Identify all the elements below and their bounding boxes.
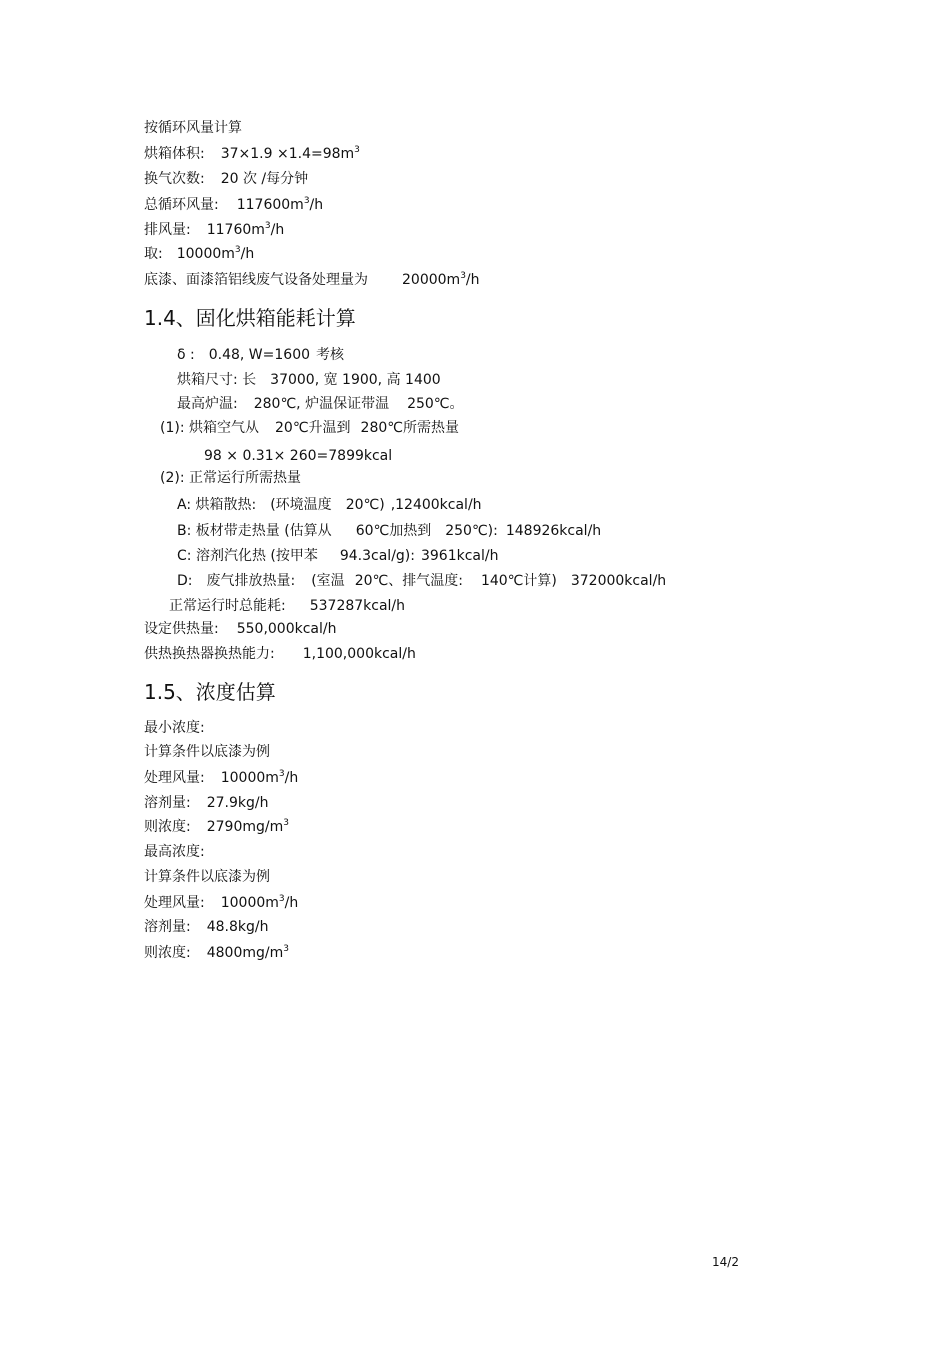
max-concentration-value: 4800mg/m [206, 945, 284, 961]
oven-volume-label: 烘箱体积: [144, 146, 205, 162]
total-energy-value: 537287kcal/h [309, 598, 406, 614]
max-air-line [144, 894, 298, 912]
intro-text: 按循环风量计算 [144, 120, 242, 136]
design-capacity-unit: /h [465, 272, 480, 288]
max-air-unit: /h [284, 895, 299, 911]
set-heat-label: 设定供热量: [144, 621, 219, 637]
item-a-temp: 20℃) [345, 497, 385, 513]
take-value: 10000m [176, 246, 235, 262]
oven-size-label: 烘箱尺寸: 长 [177, 372, 257, 388]
delta-line [177, 346, 344, 364]
exhaust-line [144, 221, 284, 239]
item-c-heat: 94.3cal/g): [339, 548, 415, 564]
guaranteed-temp-value: 250℃。 [407, 396, 464, 412]
min-conc-heading: 最小浓度: [144, 720, 205, 736]
calc-line: 98 × 0.31× 260=7899kcal [204, 448, 393, 464]
max-solvent-label: 溶剂量: [144, 919, 191, 935]
max-air-label: 处理风量: [144, 895, 205, 911]
set-heat-value: 550,000kcal/h [236, 621, 337, 637]
item-d-line [177, 572, 666, 590]
min-air-line [144, 769, 298, 787]
max-air-value: 10000m [220, 895, 279, 911]
max-condition-line: 计算条件以底漆为例 [144, 869, 270, 885]
min-condition-line: 计算条件以底漆为例 [144, 744, 270, 760]
max-concentration-label: 则浓度: [144, 945, 191, 961]
oven-size-value: 37000, 宽 1900, 高 1400 [270, 372, 441, 388]
item-b-to: 250℃): [445, 523, 498, 539]
item-d-value: 372000kcal/h [570, 573, 667, 589]
min-air-label: 处理风量: [144, 770, 205, 786]
item-a-line [177, 496, 482, 514]
item-c-line [177, 547, 498, 565]
heat-exchanger-value: 1,100,000kcal/h [302, 646, 416, 662]
total-energy-label: 正常运行时总能耗: [169, 598, 286, 614]
set-heat-line [144, 620, 336, 638]
delta-value: 0.48, W=1600 [208, 347, 311, 363]
min-concentration-label: 则浓度: [144, 819, 191, 835]
min-solvent-line [144, 794, 268, 812]
min-air-sup: 3 [278, 769, 285, 779]
max-conc-heading: 最高浓度: [144, 844, 205, 860]
min-concentration-line [144, 818, 289, 836]
section-heading-1-4: 1.4、固化烘箱能耗计算 [144, 306, 356, 330]
item-d-desc: 废气排放热量: [206, 573, 296, 589]
item-b-from: 60℃加热到 [355, 523, 432, 539]
exhaust-label: 排风量: [144, 222, 191, 238]
take-label: 取: [144, 246, 163, 262]
min-concentration-value: 2790mg/m [206, 819, 284, 835]
exhaust-unit: /h [270, 222, 285, 238]
max-temp-label: 最高炉温: [177, 396, 238, 412]
air-change-line [144, 170, 308, 188]
design-capacity-value: 20000m [402, 272, 461, 288]
total-circulation-sup: 3 [303, 196, 310, 206]
delta-label: δ : [177, 347, 195, 363]
max-temp-value: 280℃, 炉温保证带温 [253, 396, 390, 412]
take-line [144, 245, 254, 263]
max-temp-line [177, 395, 464, 413]
min-concentration-sup: 3 [283, 818, 289, 828]
exhaust-value: 11760m [206, 222, 265, 238]
item-d-calc: 140℃计算) [480, 573, 557, 589]
delta-note: 考核 [316, 347, 345, 363]
min-air-value: 10000m [220, 770, 279, 786]
oven-volume-value: 37×1.9 ×1.4=98m [220, 146, 355, 162]
max-concentration-sup: 3 [283, 944, 289, 954]
total-circulation-value: 117600m [236, 197, 304, 213]
item-d-exhaust-temp: 20℃、排气温度: [354, 573, 463, 589]
heat-exchanger-line [144, 645, 416, 663]
max-solvent-line [144, 918, 268, 936]
item-a-value: ,12400kcal/h [390, 497, 482, 513]
min-air-unit: /h [284, 770, 299, 786]
item-d-room: (室温 [311, 573, 345, 589]
min-solvent-label: 溶剂量: [144, 795, 191, 811]
item-a-label: A: 烘箱散热: [177, 497, 257, 513]
oven-size-line [177, 371, 441, 389]
item-1-label: (1): 烘箱空气从 [160, 420, 259, 436]
intro-line [144, 119, 242, 137]
max-concentration-line [144, 944, 289, 962]
item-c-label: C: 溶剂汽化热 (按甲苯 [177, 548, 318, 564]
heat-exchanger-label: 供热换热器换热能力: [144, 646, 275, 662]
design-capacity-line [144, 271, 480, 289]
page-number: 14/2 [712, 1255, 739, 1269]
section-heading-1-5: 1.5、浓度估算 [144, 680, 276, 704]
total-circulation-line [144, 196, 323, 214]
air-change-value: 20 次 /每分钟 [220, 171, 309, 187]
item-2-line: (2): 正常运行所需热量 [160, 470, 301, 486]
item-a-condition: (环境温度 [270, 497, 332, 513]
total-circulation-label: 总循环风量: [144, 197, 219, 213]
item-1-from: 20℃升温到 [275, 420, 351, 436]
item-d-label: D: [177, 573, 193, 589]
total-circulation-unit: /h [309, 197, 324, 213]
item-b-label: B: 板材带走热量 (估算从 [177, 523, 332, 539]
exhaust-sup: 3 [264, 221, 271, 231]
take-sup: 3 [234, 245, 241, 255]
total-energy-line [169, 597, 405, 615]
item-b-value: 148926kcal/h [505, 523, 602, 539]
min-solvent-value: 27.9kg/h [206, 795, 269, 811]
item-1-to: 280℃所需热量 [360, 420, 459, 436]
max-air-sup: 3 [278, 894, 285, 904]
item-b-line [177, 522, 601, 540]
oven-volume-sup: 3 [354, 145, 360, 155]
item-c-value: 3961kcal/h [420, 548, 499, 564]
item-1-line [160, 419, 459, 437]
oven-volume-line [144, 145, 360, 163]
take-unit: /h [240, 246, 255, 262]
design-capacity-sup: 3 [460, 271, 466, 281]
air-change-label: 换气次数: [144, 171, 205, 187]
max-solvent-value: 48.8kg/h [206, 919, 269, 935]
design-capacity-label: 底漆、面漆箔铝线废气设备处理量为 [144, 272, 368, 288]
